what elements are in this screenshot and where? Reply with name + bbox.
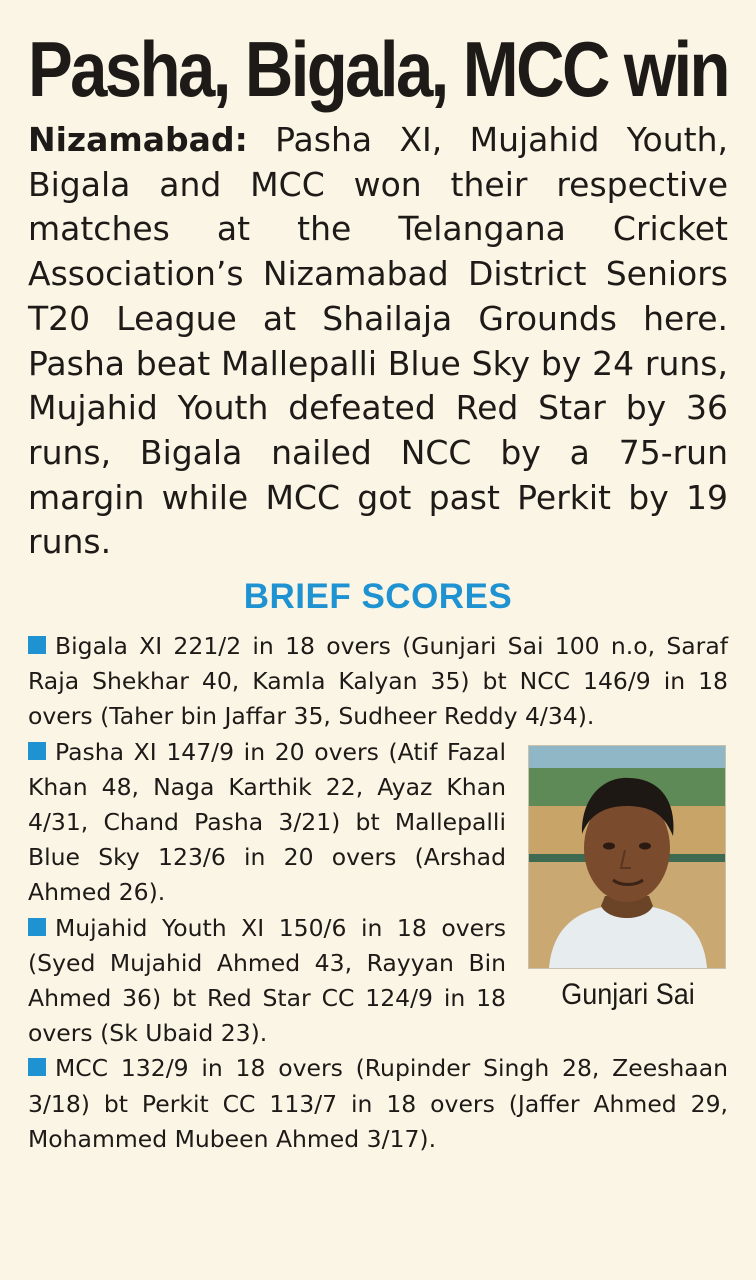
score-text: Mujahid Youth XI 150/6 in 18 overs (Syed Mujahid Ahmed 43, Rayyan Bin Ahmed 36) bt Red Star CC 124/9 in 18 overs (Sk Ubaid 23). — [28, 913, 506, 1048]
article-lede — [28, 118, 728, 565]
score-item — [28, 629, 728, 735]
player-photo — [528, 745, 726, 969]
score-text: MCC 132/9 in 18 overs (Rupinder Singh 28, Zeeshaan 3/18) bt Perkit CC 113/7 in 18 overs (Jaffer Ahmed 29, Mohammed Mubeen Ahmed 3/17). — [28, 1054, 728, 1153]
score-text: Pasha XI 147/9 in 20 overs (Atif Fazal Khan 48, Naga Karthik 22, Ayaz Khan 4/31, Chand Pasha 3/21) bt Mallepalli Blue Sky 123/6 in 20 overs (Arshad Ahmed 26). — [28, 737, 506, 907]
bullet-square-icon — [28, 636, 46, 654]
headline: Pasha, Bigala, MCC win — [28, 25, 728, 113]
brief-scores — [28, 629, 728, 1157]
brief-scores-heading: BRIEF SCORES — [243, 577, 513, 617]
player-photo-block — [528, 745, 728, 1035]
photo-caption: Gunjari Sai — [561, 977, 695, 1011]
score-item — [28, 1051, 728, 1157]
dateline: Nizamabad: — [28, 120, 248, 159]
score-text: Bigala XI 221/2 in 18 overs (Gunjari Sai 100 n.o, Saraf Raja Shekhar 40, Kamla Kalyan 35) bt NCC 146/9 in 18 overs (Taher bin Jaffar 35, Sudheer Reddy 4/34). — [28, 632, 728, 731]
bullet-square-icon — [28, 742, 46, 760]
bullet-square-icon — [28, 1058, 46, 1076]
bullet-square-icon — [28, 918, 46, 936]
article-body: Pasha XI, Mujahid Youth, Bigala and MCC won their respective matches at the Telangana Cricket Association’s Nizamabad District Seniors T20 League at Shailaja Grounds here. Pasha beat Mallepalli Blue Sky by 24 runs, Mujahid Youth defeated Red Star by 36 runs, Bigala nailed NCC by a 75-run margin while MCC got past Perkit by 19 runs. — [28, 120, 728, 562]
